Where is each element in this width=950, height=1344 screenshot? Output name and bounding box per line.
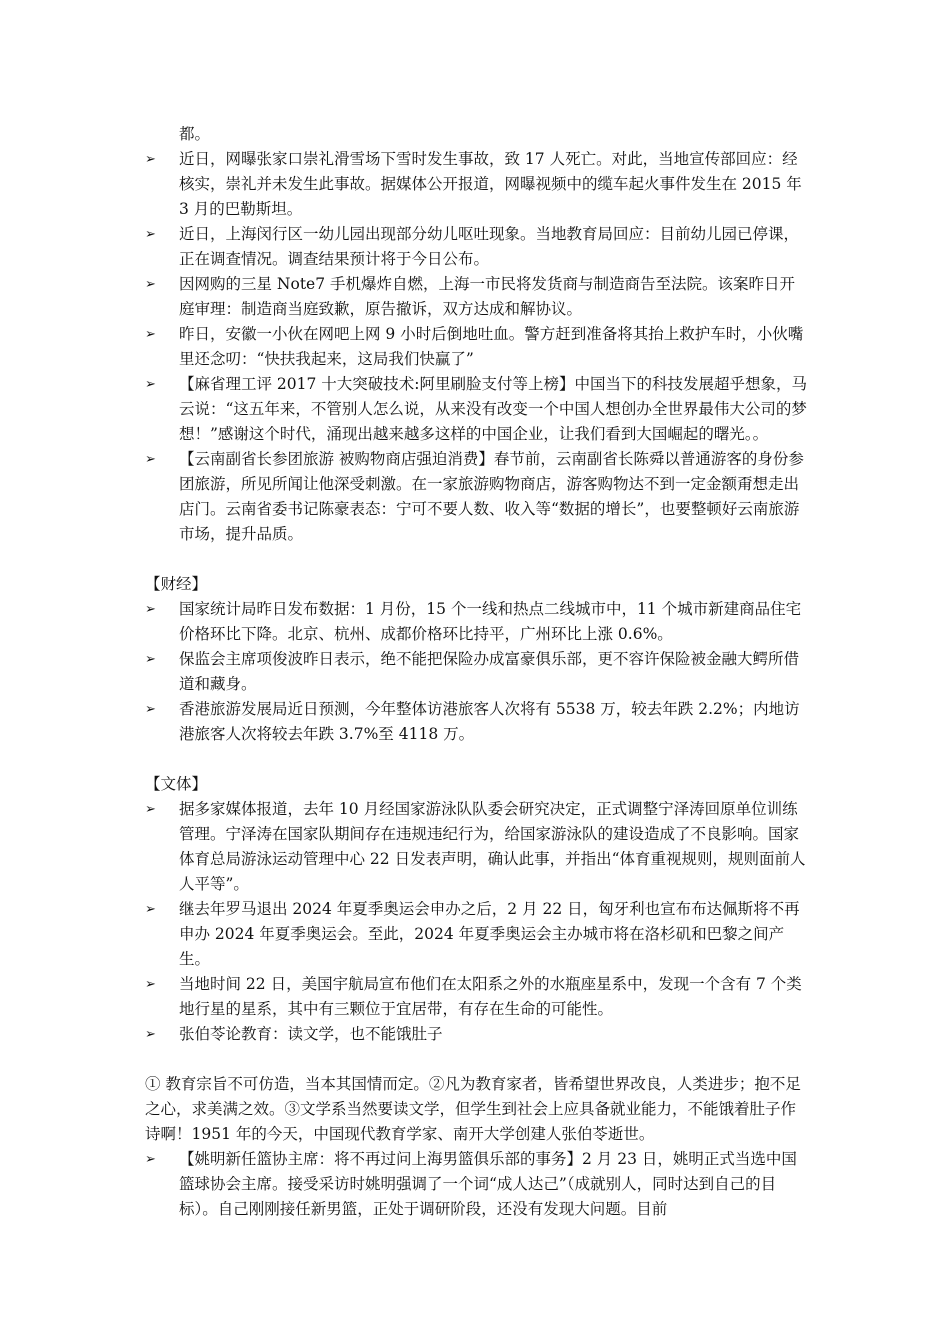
document-body (145, 122, 810, 1047)
spacer (145, 747, 810, 772)
arrow-bullet-icon: ➢ (145, 152, 156, 167)
section-heading-culture: 【文体】 (145, 775, 208, 793)
list-item-text: 香港旅游发展局近日预测，今年整体访港旅客人次将有 5538 万，较去年跌 2.2%；内地访港旅客人次将较去年跌 3.7%至 4118 万。 (179, 700, 800, 743)
list-item (145, 647, 810, 697)
list-item (145, 447, 810, 547)
arrow-bullet-icon: ➢ (145, 377, 156, 392)
spacer (145, 547, 810, 572)
list-item (145, 797, 810, 897)
list-item (145, 972, 810, 1022)
list-item (145, 697, 810, 747)
list-item-text: 昨日，安徽一小伙在网吧上网 9 小时后倒地吐血。警方赶到准备将其抬上救护车时，小伙嘴里还念叨：“快扶我起来，这局我们快赢了” (179, 325, 804, 368)
list-item (145, 372, 810, 447)
list-item (145, 322, 810, 372)
list-item-text: 【姚明新任篮协主席：将不再过问上海男篮俱乐部的事务】2 月 23 日，姚明正式当选中国篮球协会主席。接受采访时姚明强调了一个词“成人达己”（成就别人，同时达到自己的目标）。自己刚刚接任新男篮，正处于调研阶段，还没有发现大问题。目前 (179, 1150, 797, 1218)
arrow-bullet-icon: ➢ (145, 702, 156, 717)
list-item-text: 继去年罗马退出 2024 年夏季奥运会申办之后，2 月 22 日，匈牙利也宣布布达佩斯将不再申办 2024 年夏季奥运会。至此，2024 年夏季奥运会主办城市将在洛杉矶和巴黎之间产生。 (179, 900, 800, 968)
list-item (145, 1022, 810, 1047)
list-item-text: 当地时间 22 日，美国宇航局宣布他们在太阳系之外的水瓶座星系中，发现一个含有 7 个类地行星的星系，其中有三颗位于宜居带，有存在生命的可能性。 (179, 975, 802, 1018)
arrow-bullet-icon: ➢ (145, 902, 156, 917)
section-heading-finance: 【财经】 (145, 575, 208, 593)
list-item-text: 据多家媒体报道，去年 10 月经国家游泳队队委会研究决定，正式调整宁泽涛回原单位训练管理。宁泽涛在国家队期间存在违规违纪行为，给国家游泳队的建设造成了不良影响。国家体育总局游泳运动管理中心 22 日发表声明，确认此事，并指出“体育重视规则，规则面前人人平等”。 (179, 800, 806, 893)
list-item-text: 近日，网曝张家口崇礼滑雪场下雪时发生事故，致 17 人死亡。对此，当地宣传部回应：经核实，崇礼并未发生此事故。据媒体公开报道，网曝视频中的缆车起火事件发生在 2015 年 3 月的巴勒斯坦。 (179, 150, 802, 218)
list-item-text: 近日，上海闵行区一幼儿园出现部分幼儿呕吐现象。当地教育局回应：目前幼儿园已停课，正在调查情况。调查结果预计将于今日公布。 (179, 225, 800, 268)
continuation-text: 都。 (179, 125, 211, 143)
arrow-bullet-icon: ➢ (145, 1152, 156, 1167)
arrow-bullet-icon: ➢ (145, 277, 156, 292)
arrow-bullet-icon: ➢ (145, 327, 156, 342)
list-item-text: 国家统计局昨日发布数据：1 月份，15 个一线和热点二线城市中，11 个城市新建商品住宅价格环比下降。北京、杭州、成都价格环比持平，广州环比上涨 0.6%。 (179, 600, 802, 643)
list-item (145, 272, 810, 322)
list-item-text: 保监会主席项俊波昨日表示，绝不能把保险办成富豪俱乐部，更不容许保险被金融大鳄所借道和藏身。 (179, 650, 800, 693)
list-item (145, 222, 810, 272)
list-item-text: 张伯苓论教育：读文学，也不能饿肚子 (179, 1025, 443, 1043)
list-item-text: 因网购的三星 Note7 手机爆炸自燃，上海一市民将发货商与制造商告至法院。该案昨日开庭审理：制造商当庭致歉，原告撤诉，双方达成和解协议。 (179, 275, 796, 318)
list-item-text: 【云南副省长参团旅游 被购物商店强迫消费】春节前，云南副省长陈舜以普通游客的身份参团旅游，所见所闻让他深受刺激。在一家旅游购物商店，游客购物达不到一定金额甭想走出店门。云南省委书记陈豪表态：宁可不要人数、收入等“数据的增长”，也要整顿好云南旅游市场，提升品质。 (179, 450, 804, 543)
arrow-bullet-icon: ➢ (145, 227, 156, 242)
list-item (145, 897, 810, 972)
arrow-bullet-icon: ➢ (145, 652, 156, 667)
arrow-bullet-icon: ➢ (145, 602, 156, 617)
arrow-bullet-icon: ➢ (145, 1027, 156, 1042)
list-item-text: 【麻省理工评 2017 十大突破技术:阿里刷脸支付等上榜】中国当下的科技发展超乎想象，马云说：“这五年来，不管别人怎么说，从来没有改变一个中国人想创办全世界最伟大公司的梦想！”感谢这个时代，涌现出越来越多这样的中国企业，让我们看到大国崛起的曙光。。 (179, 375, 808, 443)
arrow-bullet-icon: ➢ (145, 977, 156, 992)
paragraph-zhang-boling: ① 教育宗旨不可仿造，当本其国情而定。②凡为教育家者，皆希望世界改良，人类进步；抱不足之心，求美满之效。③文学系当然要读文学，但学生到社会上应具备就业能力，不能饿着肚子作诗啊！1951 年的今天，中国现代教育学家、南开大学创建人张伯苓逝世。 (145, 1075, 801, 1143)
list-item (145, 597, 810, 647)
list-item (145, 1147, 810, 1222)
arrow-bullet-icon: ➢ (145, 802, 156, 817)
list-item (145, 147, 810, 222)
arrow-bullet-icon: ➢ (145, 452, 156, 467)
